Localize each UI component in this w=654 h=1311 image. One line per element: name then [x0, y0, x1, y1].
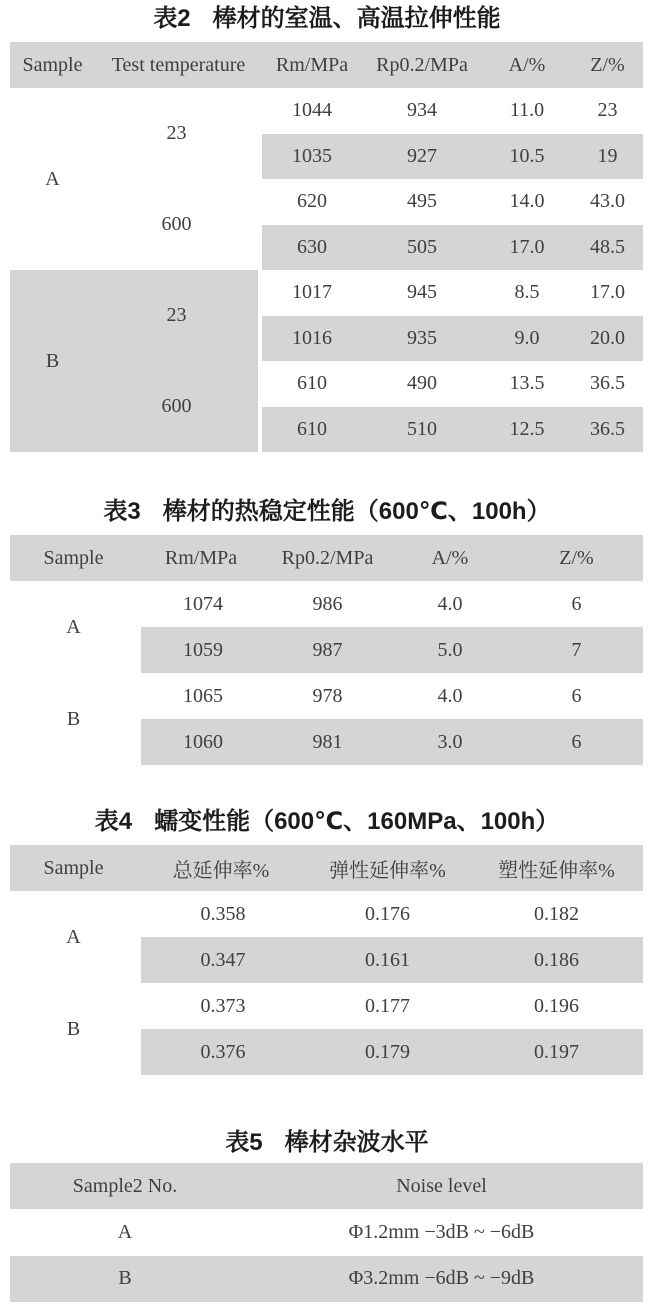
table3-cell: 1059 [183, 638, 223, 661]
table4 [10, 845, 643, 1075]
table2-header-sample: Sample [22, 53, 83, 76]
table2-cell: 1017 [292, 281, 332, 304]
table3-cell: 7 [571, 638, 582, 661]
table3-cell: 986 [312, 592, 343, 615]
table4-sample-b: B [66, 1017, 81, 1040]
table2-cell: 9.0 [514, 326, 540, 349]
table3-header-sample: Sample [43, 546, 104, 569]
table4-header-total-elongation: 总延伸率% [172, 859, 270, 882]
table2-cell: 36.5 [590, 417, 625, 440]
table5-header-sample-no: Sample2 No. [72, 1174, 178, 1197]
table3-header-row [10, 535, 643, 581]
table5-header-row [10, 1163, 643, 1209]
table4-caption [0, 806, 654, 838]
table4-caption-text: 蠕变性能（600℃、160MPa、100h） [154, 808, 560, 835]
table4-cell: 0.197 [534, 1040, 579, 1063]
table4-cell: 0.179 [365, 1040, 410, 1063]
table2-cell: 1044 [292, 99, 332, 122]
table2-cell: 935 [407, 326, 437, 349]
table3-sample-b: B [66, 707, 81, 730]
table3-header-z: Z/% [559, 546, 594, 569]
table5-body [10, 1209, 643, 1302]
table2-temp-a-600: 600 [161, 213, 192, 235]
table2-cell: 495 [407, 190, 437, 213]
table5 [10, 1163, 643, 1302]
table3-header-rm: Rm/MPa [164, 546, 238, 569]
table3-cell: 5.0 [437, 638, 463, 661]
table2-sample-a: A [45, 167, 60, 190]
table2-cell: 17.0 [590, 281, 625, 304]
table5-cell: B [118, 1267, 132, 1290]
table2-caption-text: 棒材的室温、高温拉伸性能 [212, 5, 501, 32]
table4-cell: 0.196 [534, 994, 579, 1017]
table2-sample-b: B [45, 349, 60, 372]
table3-caption-text: 棒材的热稳定性能（600℃、100h） [162, 498, 551, 525]
table2-temp-b-600: 600 [161, 395, 192, 417]
table3-cell: 3.0 [437, 730, 463, 753]
table4-cell: 0.347 [200, 948, 246, 971]
table3-cell: 6 [571, 730, 582, 753]
table2-header-row [10, 42, 643, 88]
table5-cell: A [117, 1220, 133, 1243]
table3-cell: 987 [312, 638, 343, 661]
table2-cell: 490 [407, 372, 437, 395]
table3-cell: 6 [571, 592, 582, 615]
table4-header-plastic-elongation: 塑性延伸率% [498, 859, 615, 882]
table2-caption-label: 表2 [153, 5, 191, 32]
table3-cell: 1074 [183, 592, 223, 615]
table2-cell: 11.0 [509, 99, 545, 122]
table2-cell: 927 [407, 144, 437, 167]
table2-cell: 48.5 [590, 235, 625, 258]
table2-cell: 19 [597, 144, 618, 167]
table2-temp-b-23: 23 [166, 304, 187, 326]
table2-cell: 1035 [292, 144, 332, 167]
table4-cell: 0.376 [200, 1040, 246, 1063]
table2-cell: 14.0 [509, 190, 545, 213]
table2-caption [0, 3, 654, 35]
table2-cell: 17.0 [509, 235, 545, 258]
table2 [10, 42, 643, 452]
table4-cell: 0.177 [365, 994, 410, 1017]
table3-cell: 981 [312, 730, 343, 753]
table2-cell: 934 [407, 99, 437, 122]
table4-cell: 0.176 [365, 902, 410, 925]
table3-cell: 1060 [183, 730, 223, 753]
table2-cell: 620 [297, 190, 327, 213]
table2-header-rp02: Rp0.2/MPa [376, 53, 468, 76]
table3-cell: 1065 [183, 684, 223, 707]
table5-caption-label: 表5 [225, 1129, 263, 1156]
table2-body [10, 88, 643, 452]
table5-caption-text: 棒材杂波水平 [284, 1129, 429, 1156]
table2-cell: 610 [297, 417, 327, 440]
table4-cell: 0.182 [534, 902, 579, 925]
table2-header-a: A/% [508, 53, 546, 76]
table2-header-z: Z/% [590, 53, 625, 76]
table5-cell: Φ1.2mm −3dB ~ −6dB [348, 1220, 535, 1243]
table2-cell: 1016 [292, 326, 332, 349]
table2-cell: 23 [597, 99, 618, 122]
table2-cell: 8.5 [514, 281, 540, 304]
table2-header-rm: Rm/MPa [275, 53, 349, 76]
table5-cell: Φ3.2mm −6dB ~ −9dB [348, 1267, 535, 1290]
table3-cell: 4.0 [437, 592, 463, 615]
table2-cell: 10.5 [509, 144, 545, 167]
table4-cell: 0.161 [365, 948, 410, 971]
table3-cell: 978 [312, 684, 343, 707]
table4-caption-label: 表4 [94, 808, 133, 835]
table3-caption [0, 496, 654, 528]
table3-header-rp02: Rp0.2/MPa [281, 546, 374, 569]
table3-cell: 4.0 [437, 684, 463, 707]
table3-header-a: A/% [431, 546, 469, 569]
table2-cell: 945 [407, 281, 437, 304]
table4-body [10, 891, 643, 1075]
table4-cell: 0.186 [534, 948, 579, 971]
table4-cell: 0.373 [200, 994, 246, 1017]
table2-header-test-temperature: Test temperature [111, 53, 246, 76]
table3-cell: 6 [571, 684, 582, 707]
table5-caption [0, 1127, 654, 1159]
table4-header-elastic-elongation: 弹性延伸率% [329, 859, 446, 882]
table2-cell: 13.5 [509, 372, 545, 395]
table3 [10, 535, 643, 765]
table2-cell: 630 [297, 235, 327, 258]
table2-cell: 510 [407, 417, 437, 440]
table2-cell: 43.0 [590, 190, 625, 213]
table2-cell: 505 [407, 235, 437, 258]
table3-sample-a: A [66, 615, 81, 638]
table2-temp-a-23: 23 [166, 122, 187, 144]
table2-cell: 610 [297, 372, 327, 395]
table4-cell: 0.358 [200, 902, 246, 925]
table5-header-noise-level: Noise level [396, 1174, 487, 1197]
table4-header-row [10, 845, 643, 891]
table2-cell: 12.5 [509, 417, 545, 440]
table3-caption-label: 表3 [103, 498, 141, 525]
table2-cell: 36.5 [590, 372, 625, 395]
table2-cell: 20.0 [590, 326, 625, 349]
table4-header-sample: Sample [43, 856, 104, 879]
table4-sample-a: A [66, 925, 81, 948]
table3-body [10, 581, 643, 765]
